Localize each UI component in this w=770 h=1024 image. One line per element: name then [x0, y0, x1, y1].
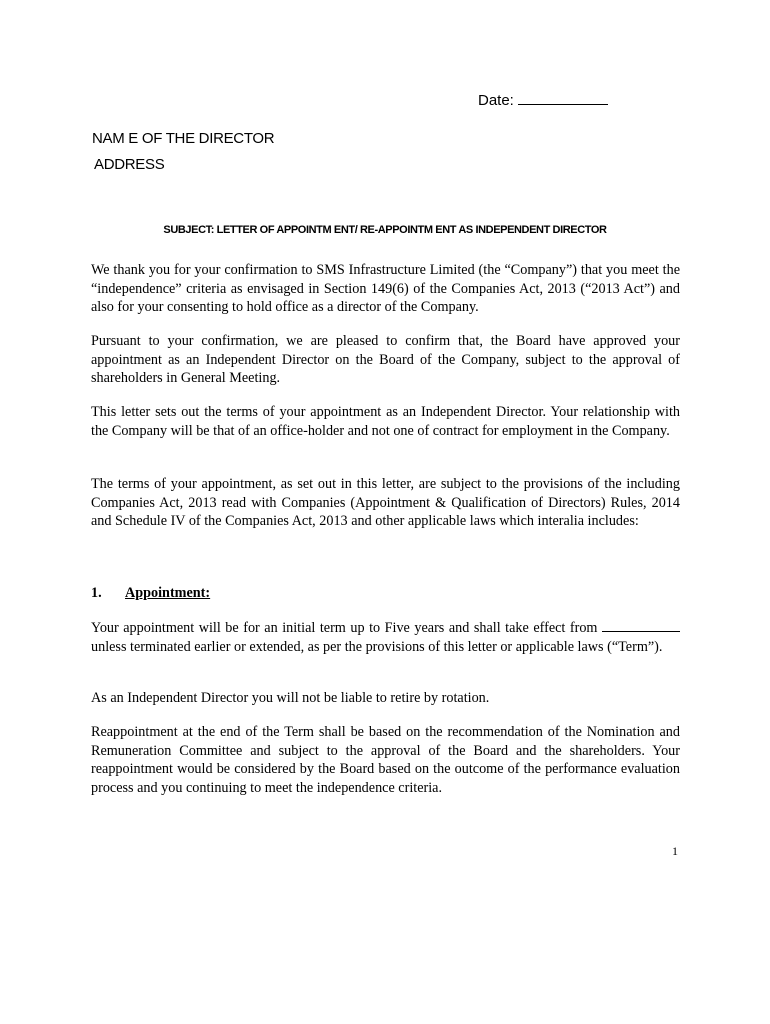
paragraph-applicable-laws: The terms of your appointment, as set out in this letter, are subject to the provisions of the including Companies Act, 2013 read with Companies (Appointment & Qualification of Directors) Rules, 2014 and Schedule IV of the Companies Act, 2013 and other applicable laws which interalia includes:	[91, 476, 680, 529]
date-line	[478, 90, 608, 109]
date-blank	[518, 90, 608, 105]
section-title: Appointment:	[125, 585, 211, 601]
start-date-blank	[602, 619, 680, 632]
date-label: Date:	[478, 92, 514, 109]
term-text-after: unless terminated earlier or extended, as per the provisions of this letter or applicable laws (“Term”).	[91, 638, 663, 655]
paragraph-rotation: As an Independent Director you will not be liable to retire by rotation.	[91, 690, 490, 706]
page-number: 1	[672, 844, 678, 858]
section-heading-appointment	[91, 585, 210, 602]
subject-line: SUBJECT: LETTER OF APPOINTM ENT/ RE-APPOINTM ENT AS INDEPENDENT DIRECTOR	[163, 224, 607, 236]
section-number: 1.	[91, 585, 102, 601]
paragraph-term	[91, 619, 680, 656]
paragraph-terms-overview: This letter sets out the terms of your appointment as an Independent Director. Your relationship with the Company will be that of an office-holder and not one of contract for employment in the Company.	[91, 404, 680, 439]
paragraph-reappointment: Reappointment at the end of the Term shall be based on the recommendation of the Nomination and Remuneration Committee and subject to the approval of the Board and the shareholders. Your reappointment would be considered by the Board based on the outcome of the performance evaluation process and you continuing to meet the independence criteria.	[91, 724, 680, 796]
paragraph-board-approval: Pursuant to your confirmation, we are pleased to confirm that, the Board have approved your appointment as an Independent Director on the Board of the Company, subject to the approval of shareholders in General Meeting.	[91, 333, 680, 386]
director-address: ADDRESS	[94, 156, 165, 173]
term-text-before: Your appointment will be for an initial term up to Five years and shall take effect from	[91, 620, 602, 636]
paragraph-confirmation: We thank you for your confirmation to SMS Infrastructure Limited (the “Company”) that you meet the “independence” criteria as envisaged in Section 149(6) of the Companies Act, 2013 (“2013 Act”) and also for your consenting to hold office as a director of the Company.	[91, 262, 680, 315]
director-name: NAM E OF THE DIRECTOR	[92, 130, 275, 147]
